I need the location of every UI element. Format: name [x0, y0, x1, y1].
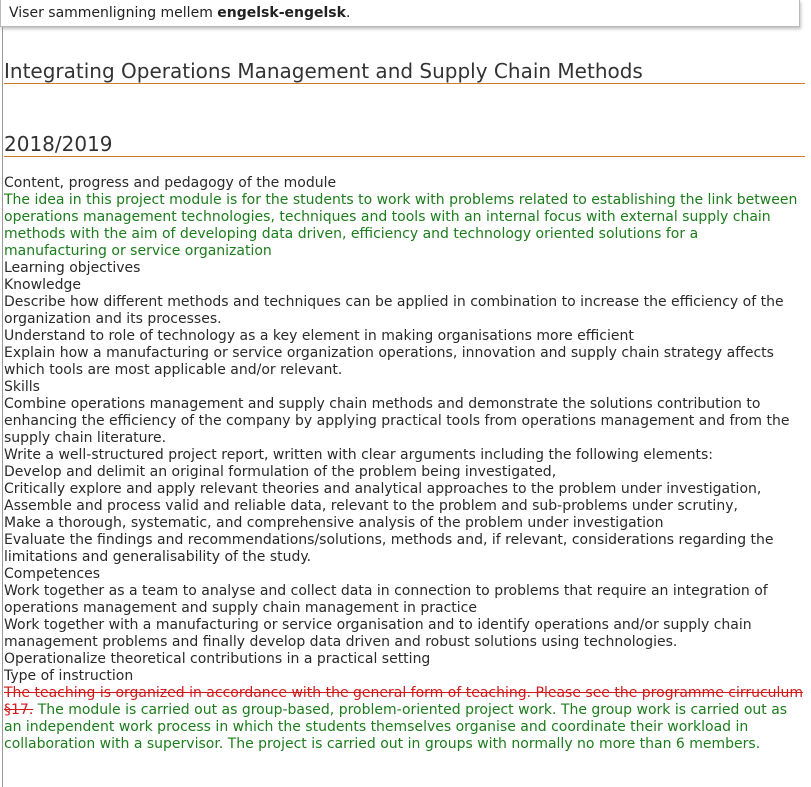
knowledge-heading: Knowledge — [4, 277, 81, 293]
skills-heading: Skills — [4, 379, 40, 395]
page-title: Integrating Operations Management and Supply Chain Methods — [4, 27, 805, 84]
comparison-notice-bar — [0, 0, 800, 27]
instruction-heading: Type of instruction — [4, 668, 134, 684]
module-body — [4, 175, 805, 753]
skills-item: Assemble and process valid and reliable data, relevant to the problem and sub-problems under scrutiny, — [4, 498, 738, 514]
skills-item: Evaluate the findings and recommendations/solutions, methods and, if relevant, considerations regarding the limitations and generalisability of the study. — [4, 532, 774, 565]
notice-comparison-languages: engelsk-engelsk — [217, 5, 346, 21]
instruction-text — [4, 685, 805, 753]
knowledge-item: Explain how a manufacturing or service organization operations, innovation and supply chain strategy affects which tools are most applicable and/or relevant. — [4, 345, 774, 378]
competences-item: Work together as a team to analyse and collect data in connection to problems that require an integration of operations management and supply chain management in practice — [4, 583, 768, 616]
knowledge-item: Describe how different methods and techniques can be applied in combination to increase the efficiency of the organization and its processes. — [4, 294, 784, 327]
content-added-text: The idea in this project module is for the students to work with problems related to establishing the link between operations management technologies, techniques and tools with an internal focus with external supply chain methods with the aim of developing data driven, efficiency and technology oriented solutions for a manufacturing or service organization — [4, 192, 798, 259]
notice-prefix: Viser sammenligning mellem — [9, 5, 218, 21]
competences-item: Operationalize theoretical contributions in a practical setting — [4, 651, 431, 667]
competences-heading: Competences — [4, 566, 101, 582]
instruction-added-text: The module is carried out as group-based, problem-oriented project work. The group work is carried out as an independent work process in which the students themselves organise and coordinate their workload in collaboration with a supervisor. The project is carried out in groups with normally no more than 6 members. — [4, 702, 788, 752]
skills-item: Critically explore and apply relevant theories and analytical approaches to the problem under investigation, — [4, 481, 762, 497]
module-description — [2, 27, 805, 787]
learning-objectives-heading: Learning objectives — [4, 260, 141, 276]
competences-item: Work together with a manufacturing or service organisation and to identify operations and/or supply chain management problems and finally develop data driven and robust solutions using technologies. — [4, 617, 752, 650]
notice-suffix: . — [345, 5, 351, 21]
skills-item: Write a well-structured project report, written with clear arguments including the following elements: — [4, 447, 714, 463]
skills-item: Make a thorough, systematic, and comprehensive analysis of the problem under investigation — [4, 515, 664, 531]
content-heading: Content, progress and pedagogy of the module — [4, 175, 337, 191]
year-heading: 2018/2019 — [4, 132, 805, 157]
skills-item: Combine operations management and supply chain methods and demonstrate the solutions contribution to enhancing the efficiency of the company by applying practical tools from operations management and from the supply chain literature. — [4, 396, 790, 446]
instruction-removed-text: The teaching is organized in accordance with the general form of teaching. Please see the programme cirruculum §17. — [4, 685, 803, 718]
knowledge-item: Understand to role of technology as a key element in making organisations more efficient — [4, 328, 634, 344]
skills-item: Develop and delimit an original formulation of the problem being investigated, — [4, 464, 557, 480]
